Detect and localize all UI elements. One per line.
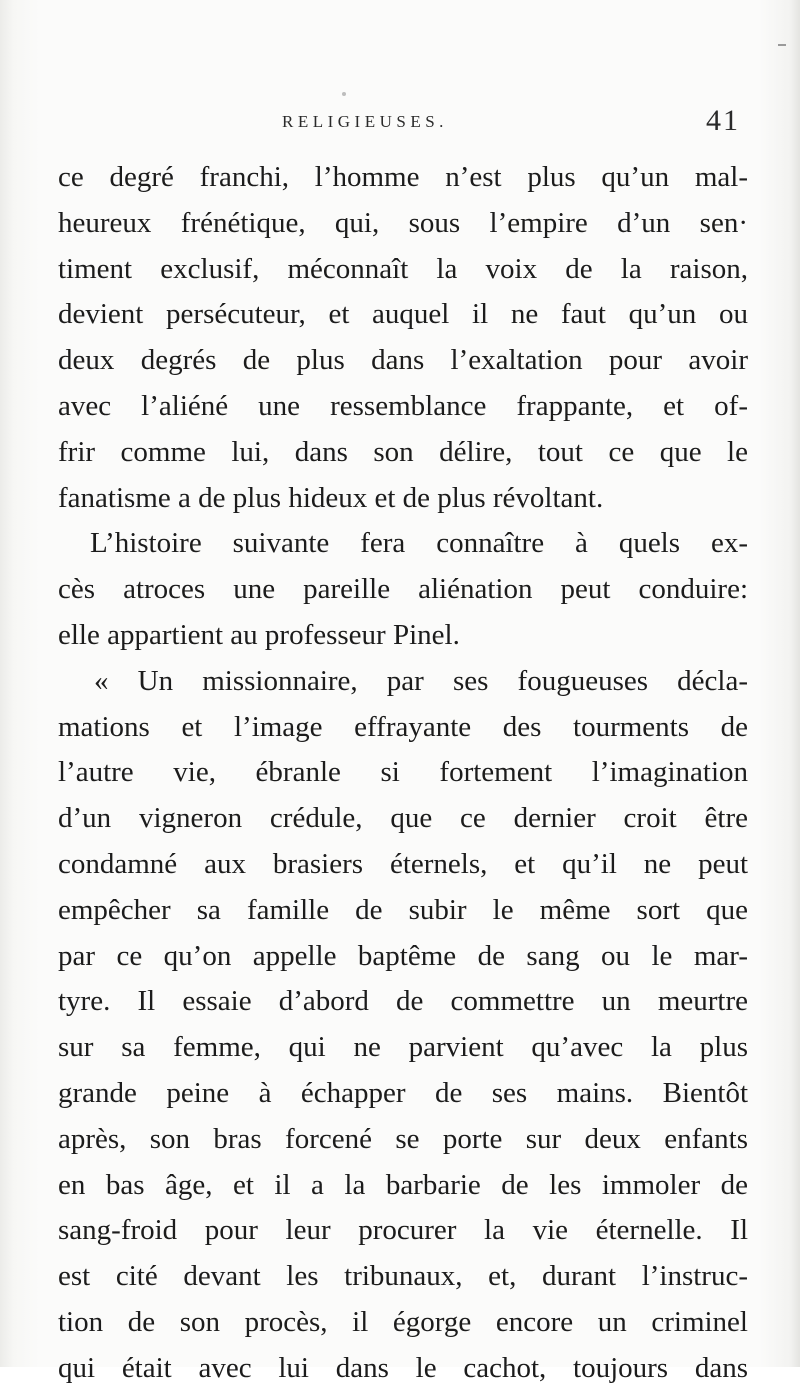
page-header xyxy=(0,104,800,140)
text-line: heureux frénétique, qui, sous l’empire d’un sen· xyxy=(58,206,748,239)
body-text xyxy=(58,155,748,1392)
text-line: condamné aux brasiers éternels, et qu’il ne peut xyxy=(58,847,748,880)
paragraph-start-line: L’histoire suivante fera connaître à quels ex- xyxy=(90,527,748,560)
text-line: elle appartient au professeur Pinel. xyxy=(58,618,460,651)
text-line: timent exclusif, méconnaît la voix de la raison, xyxy=(58,252,748,285)
print-speck xyxy=(342,92,346,96)
text-line: tyre. Il essaie d’abord de commettre un meurtre xyxy=(58,985,748,1018)
text-line: l’autre vie, ébranle si fortement l’imagination xyxy=(58,756,748,789)
text-line: avec l’aliéné une ressemblance frappante, et of- xyxy=(58,389,748,422)
text-line: ce degré franchi, l’homme n’est plus qu’un mal- xyxy=(58,161,748,193)
text-line: sur sa femme, qui ne parvient qu’avec la plus xyxy=(58,1031,748,1064)
quote-start-line: « Un missionnaire, par ses fougueuses décla- xyxy=(94,664,748,697)
text-line: grande peine à échapper de ses mains. Bientôt xyxy=(58,1076,748,1109)
text-line: empêcher sa famille de subir le même sort que xyxy=(58,893,748,926)
text-line: en bas âge, et il a la barbarie de les immoler de xyxy=(58,1168,748,1201)
text-line: tion de son procès, il égorge encore un criminel xyxy=(58,1305,748,1338)
text-line: d’un vigneron crédule, que ce dernier croit être xyxy=(58,802,748,835)
text-line: sang-froid pour leur procurer la vie éternelle. Il xyxy=(58,1214,748,1247)
text-line: qui était avec lui dans le cachot, toujours dans xyxy=(58,1351,748,1384)
text-line: fanatisme a de plus hideux et de plus révoltant. xyxy=(58,481,604,514)
text-line: deux degrés de plus dans l’exaltation pour avoir xyxy=(58,344,748,377)
text-line: après, son bras forcené se porte sur deux enfants xyxy=(58,1122,748,1155)
running-head: RELIGIEUSES. xyxy=(282,112,448,131)
page-number: 41 xyxy=(706,104,740,137)
text-line: par ce qu’on appelle baptême de sang ou le mar- xyxy=(58,939,748,972)
text-line: frir comme lui, dans son délire, tout ce que le xyxy=(58,435,748,468)
page-edge-mark xyxy=(778,44,786,46)
text-line: est cité devant les tribunaux, et, durant l’instruc- xyxy=(58,1260,748,1293)
text-line: devient persécuteur, et auquel il ne faut qu’un ou xyxy=(58,298,748,331)
text-line: mations et l’image effrayante des tourments de xyxy=(58,710,748,743)
text-line: cès atroces une pareille aliénation peut conduire: xyxy=(58,573,748,606)
